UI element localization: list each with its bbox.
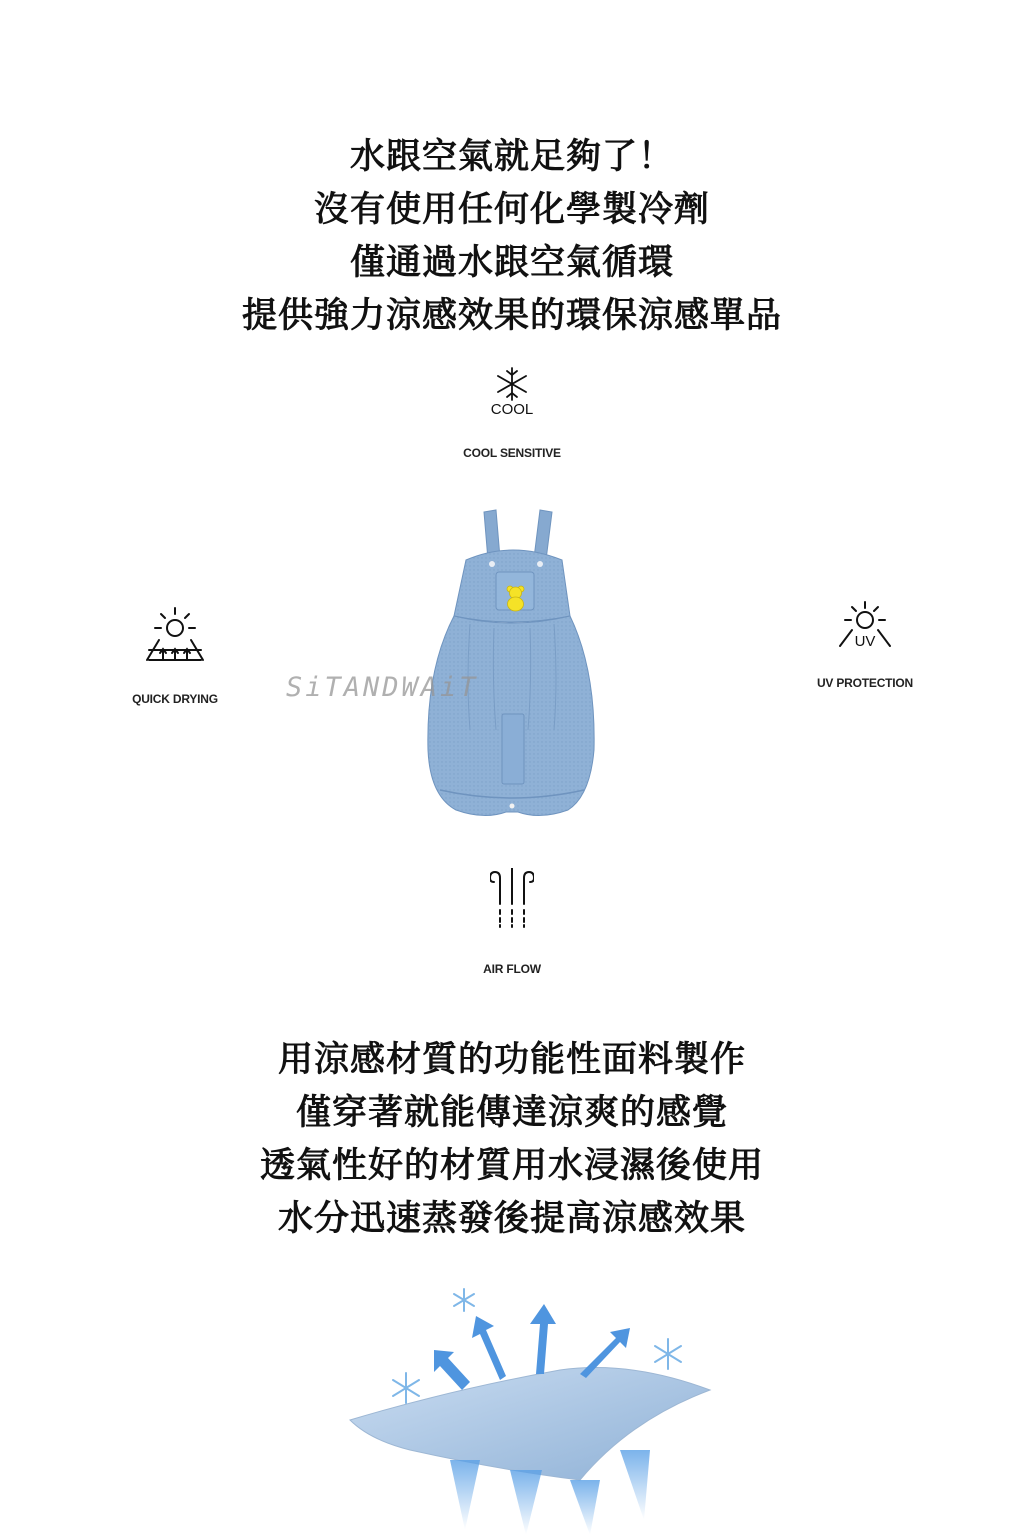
watermark: SiTANDWAiT <box>286 672 479 703</box>
headline-bottom <box>0 1034 1024 1246</box>
feature-cool-sensitive <box>452 366 572 460</box>
sun-evaporation-icon <box>145 604 205 664</box>
cool-sensitive-label: COOL SENSITIVE <box>463 446 561 460</box>
overalls-button <box>537 561 543 567</box>
headline-top-line: 僅通過水跟空氣循環 <box>349 243 674 283</box>
snowflake-icon <box>492 366 532 402</box>
overalls-fly <box>502 714 524 784</box>
fabric-sheet <box>350 1368 710 1481</box>
headline-bottom-line: 用涼感材質的功能性面料製作 <box>277 1040 746 1080</box>
cooling-fabric-illustration <box>330 1280 730 1535</box>
headline-bottom-line: 水分迅速蒸發後提高涼感效果 <box>277 1199 746 1239</box>
headline-bottom-line: 透氣性好的材質用水浸濕後使用 <box>259 1146 764 1186</box>
feature-air-flow <box>452 868 572 976</box>
headline-top-line: 沒有使用任何化學製冷劑 <box>313 190 710 230</box>
feature-uv-protection <box>800 600 930 690</box>
feature-quick-drying <box>110 604 240 706</box>
cool-icon-text: COOL <box>490 401 534 418</box>
headline-bottom-line: 僅穿著就能傳達涼爽的感覺 <box>295 1093 728 1133</box>
headline-top <box>0 131 1024 343</box>
air-flow-icon <box>490 868 534 928</box>
headline-top-line: 水跟空氣就足夠了！ <box>349 137 674 177</box>
uv-icon-text: UV <box>854 633 876 650</box>
headline-top-line: 提供強力涼感效果的環保涼感單品 <box>241 296 782 336</box>
quick-drying-label: QUICK DRYING <box>132 692 218 706</box>
overalls-button <box>489 561 495 567</box>
product-image <box>400 500 624 840</box>
air-flow-label: AIR FLOW <box>483 962 541 976</box>
uv-protection-label: UV PROTECTION <box>816 676 914 690</box>
